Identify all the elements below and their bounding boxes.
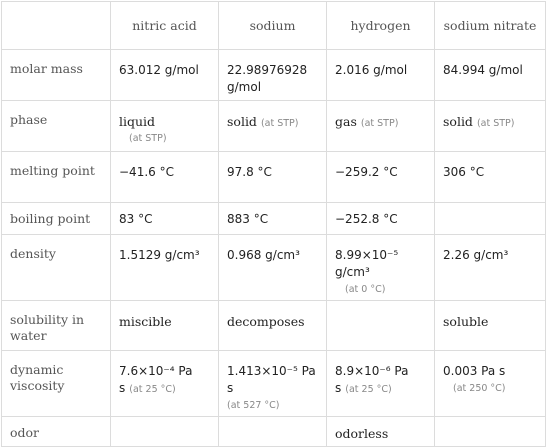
column-header-hydrogen: hydrogen — [327, 2, 435, 50]
properties-table — [1, 1, 546, 447]
solubility-nitric-acid: miscible — [111, 301, 219, 351]
phase-condition: (at STP) — [360, 118, 399, 129]
table-row — [2, 152, 546, 203]
row-label-phase: phase — [2, 101, 111, 152]
viscosity-hydrogen — [327, 351, 435, 417]
melting-point-nitric-acid: −41.6 °C — [111, 152, 219, 203]
phase-hydrogen — [327, 101, 435, 152]
table-row — [2, 351, 546, 417]
column-header-nitric-acid: nitric acid — [111, 2, 219, 50]
boiling-point-nitric-acid: 83 °C — [111, 203, 219, 235]
table-row — [2, 301, 546, 351]
solubility-sodium: decomposes — [219, 301, 327, 351]
table-row — [2, 50, 546, 101]
phase-value: solid — [443, 114, 473, 129]
density-condition: (at 0 °C) — [345, 284, 386, 295]
phase-value: gas — [335, 114, 357, 129]
density-sodium-nitrate: 2.26 g/cm³ — [435, 235, 546, 301]
odor-nitric-acid — [111, 417, 219, 447]
odor-hydrogen: odorless — [327, 417, 435, 447]
table-row — [2, 417, 546, 447]
row-label-solubility: solubility in water — [2, 301, 111, 351]
row-label-molar-mass: molar mass — [2, 50, 111, 101]
odor-sodium-nitrate — [435, 417, 546, 447]
table-row — [2, 235, 546, 301]
viscosity-value: 7.6×10⁻⁴ Pa s — [119, 364, 193, 395]
solubility-sodium-nitrate: soluble — [435, 301, 546, 351]
viscosity-value: 8.9×10⁻⁶ Pa s — [335, 364, 409, 395]
viscosity-sodium-nitrate — [435, 351, 546, 417]
viscosity-condition: (at 25 °C) — [129, 384, 176, 395]
molar-mass-nitric-acid: 63.012 g/mol — [111, 50, 219, 101]
phase-condition: (at STP) — [476, 118, 515, 129]
viscosity-condition: (at 25 °C) — [345, 384, 392, 395]
phase-value: solid — [227, 114, 257, 129]
corner-cell — [2, 2, 111, 50]
phase-sodium — [219, 101, 327, 152]
table-row — [2, 203, 546, 235]
header-row — [2, 2, 546, 50]
column-header-sodium-nitrate: sodium nitrate — [435, 2, 546, 50]
row-label-boiling-point: boiling point — [2, 203, 111, 235]
boiling-point-sodium-nitrate — [435, 203, 546, 235]
phase-nitric-acid — [111, 101, 219, 152]
melting-point-sodium: 97.8 °C — [219, 152, 327, 203]
boiling-point-hydrogen: −252.8 °C — [327, 203, 435, 235]
molar-mass-sodium: 22.98976928 g/mol — [219, 50, 327, 101]
density-nitric-acid: 1.5129 g/cm³ — [111, 235, 219, 301]
viscosity-value: 1.413×10⁻⁵ Pa s — [227, 364, 316, 395]
viscosity-value: 0.003 Pa s — [443, 364, 506, 378]
row-label-density: density — [2, 235, 111, 301]
row-label-viscosity: dynamic viscosity — [2, 351, 111, 417]
odor-sodium — [219, 417, 327, 447]
density-sodium: 0.968 g/cm³ — [219, 235, 327, 301]
molar-mass-sodium-nitrate: 84.994 g/mol — [435, 50, 546, 101]
viscosity-condition: (at 527 °C) — [227, 400, 280, 411]
phase-sodium-nitrate — [435, 101, 546, 152]
row-label-melting-point: melting point — [2, 152, 111, 203]
phase-value: liquid — [119, 114, 156, 129]
melting-point-sodium-nitrate: 306 °C — [435, 152, 546, 203]
solubility-hydrogen — [327, 301, 435, 351]
column-header-sodium: sodium — [219, 2, 327, 50]
viscosity-nitric-acid — [111, 351, 219, 417]
phase-condition: (at STP) — [260, 118, 299, 129]
density-value: 8.99×10⁻⁵ g/cm³ — [335, 248, 399, 279]
viscosity-condition: (at 250 °C) — [453, 383, 506, 394]
phase-condition: (at STP) — [129, 133, 167, 144]
melting-point-hydrogen: −259.2 °C — [327, 152, 435, 203]
table-row — [2, 101, 546, 152]
boiling-point-sodium: 883 °C — [219, 203, 327, 235]
density-hydrogen — [327, 235, 435, 301]
molar-mass-hydrogen: 2.016 g/mol — [327, 50, 435, 101]
row-label-odor: odor — [2, 417, 111, 447]
viscosity-sodium — [219, 351, 327, 417]
